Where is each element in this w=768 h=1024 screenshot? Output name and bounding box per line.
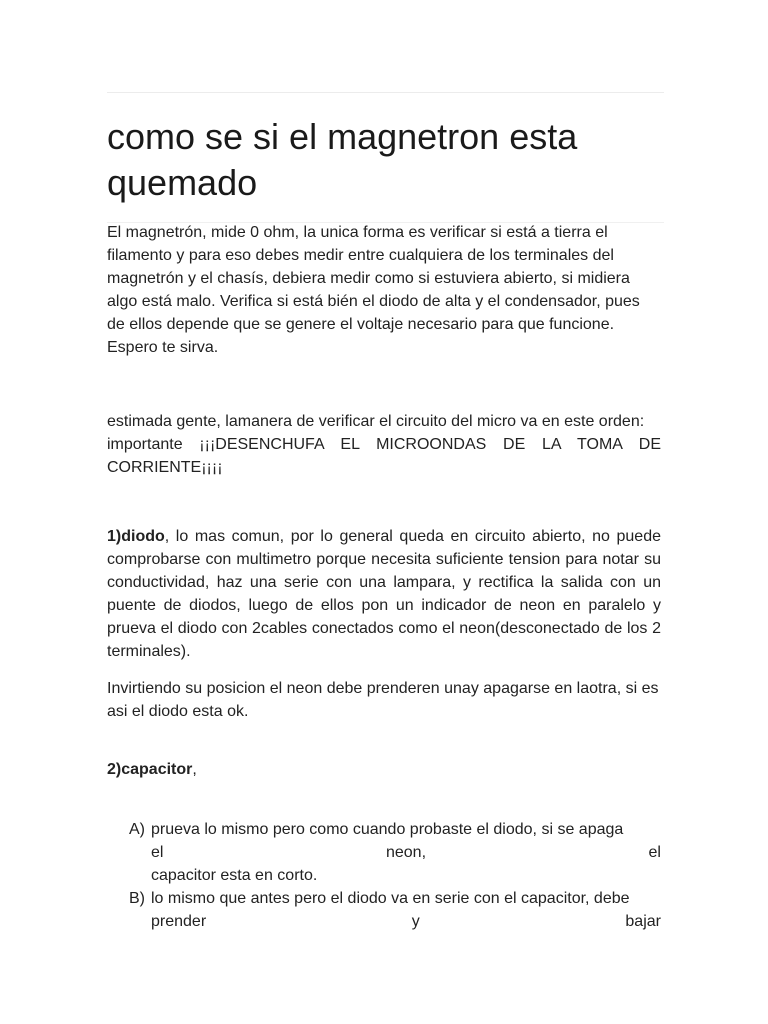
list-item-justified-line [151, 910, 661, 933]
capacitor-heading: 2)capacitor [107, 761, 193, 778]
list-marker: B) [129, 890, 145, 907]
list-item-word: y [411, 913, 420, 930]
list-item-body [151, 818, 661, 887]
warning-line: importante ¡¡¡DESENCHUFA EL MICROONDAS DE LA TOMA DE CORRIENTE¡¡¡¡ [107, 436, 661, 476]
list-item-line: lo mismo que antes pero el diodo va en serie con el capacitor, debe [151, 890, 630, 907]
diodo-followup-paragraph: Invirtiendo su posicion el neon debe prenderen unay apagarse en laotra, si es asi el diodo esta ok. [107, 680, 659, 720]
intro-paragraph [107, 410, 661, 479]
list-item-justified-line [151, 841, 661, 864]
list-item-line: capacitor esta en corto. [151, 867, 318, 884]
list-item-word: bajar [625, 913, 661, 930]
list-item-word: el [151, 844, 164, 861]
diodo-heading: 1)diodo [107, 528, 165, 545]
list-item-line: prueva lo mismo pero como cuando probaste el diodo, si se apaga [151, 821, 624, 838]
top-divider [107, 92, 664, 93]
capacitor-heading-comma: , [192, 761, 197, 778]
answer-paragraph: El magnetrón, mide 0 ohm, la unica forma es verificar si está a tierra el filamento y para eso debes medir entre cualquiera de los terminales del magnetrón y el chasís, debiera medir como si estuviera abierto, si midiera algo está malo. Verifica si está bién el diodo de alta y el condensador, pues de ellos depende que se genere el voltaje necesario para que funcione. Espero te sirva. [107, 224, 640, 356]
diodo-text: , lo mas comun, por lo general queda en circuito abierto, no puede comprobarse con multimetro porque necesita suficiente tension para notar su conductividad, haz una serie con una lampara, y rectifica la salida con un puente de diodos, luego de ellos pon un indicador de neon en paralelo y prueva el diodo con 2cables conectados como el neon(desconectado de los 2 terminales). [107, 528, 661, 660]
intro-line: estimada gente, lamanera de verificar el circuito del micro va en este orden: [107, 413, 645, 430]
page-title: como se si el magnetron esta quemado [107, 116, 578, 203]
list-marker: A) [129, 821, 145, 838]
list-item-word: neon, [385, 844, 427, 861]
list-item-word: el [648, 844, 661, 861]
list-item-word: prender [151, 913, 207, 930]
capacitor-heading-paragraph [107, 758, 661, 781]
diodo-paragraph [107, 525, 661, 663]
list-item-body [151, 887, 661, 933]
